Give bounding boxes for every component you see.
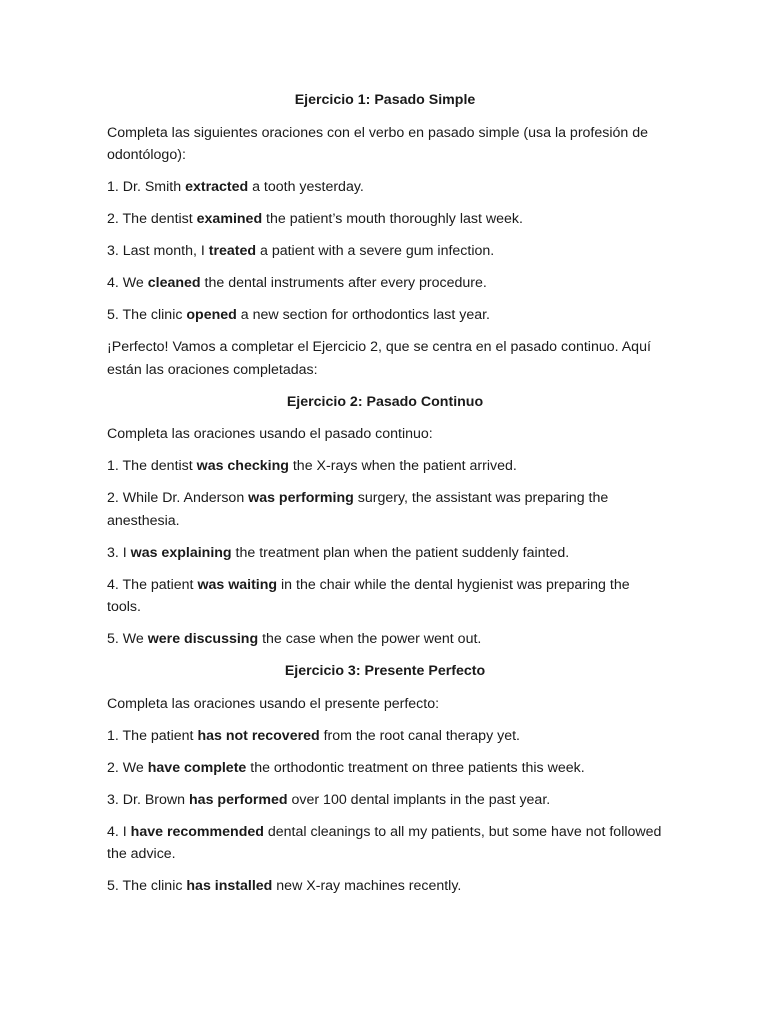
item-text: 5. The clinic	[107, 307, 187, 323]
exercise-3-instruction: Completa las oraciones usando el presente perfecto:	[107, 695, 440, 712]
item-text: 5. We	[107, 631, 148, 647]
exercise-1-item	[107, 304, 663, 327]
exercise-1-title: Ejercicio 1: Pasado Simple	[294, 92, 476, 108]
exercise-3-item	[107, 757, 663, 780]
item-text: the case when the power went out.	[258, 631, 482, 647]
item-text: 5. The clinic	[107, 878, 187, 894]
item-text: 1. The dentist	[107, 458, 197, 474]
item-text: 2. While Dr. Anderson	[107, 490, 249, 506]
item-text: the X-rays when the patient arrived.	[288, 458, 517, 474]
exercise-2-title: Ejercicio 2: Pasado Continuo	[286, 393, 484, 410]
item-text: dental cleanings to all my patients, but some have not followed the advice.	[107, 823, 662, 862]
exercise-3-item	[107, 821, 663, 866]
exercise-1-instruction: Completa las siguientes oraciones con el verbo en pasado simple (usa la profesión de odontólogo):	[107, 124, 649, 163]
item-text: 3. Last month, I	[107, 243, 209, 259]
exercise-2-item	[107, 628, 663, 651]
item-text: surgery, the assistant was preparing the anesthesia.	[107, 490, 609, 529]
exercise-1-item	[107, 208, 663, 231]
item-text: a tooth yesterday.	[248, 179, 364, 195]
item-answer: have recommended	[130, 823, 264, 840]
item-answer: opened	[186, 307, 237, 323]
item-text: 4. The patient	[107, 576, 198, 593]
item-text: a new section for orthodontics last year.	[236, 307, 490, 323]
exercise-2-item	[107, 487, 663, 532]
item-text: 4. I	[107, 823, 131, 840]
transition-paragraph: ¡Perfecto! Vamos a completar el Ejercicio 2, que se centra en el pasado continuo. Aquí están las oraciones completadas:	[107, 339, 651, 378]
item-answer: has installed	[186, 878, 273, 894]
item-text: 3. Dr. Brown	[107, 791, 190, 808]
item-text: new X-ray machines recently.	[272, 878, 462, 894]
exercise-1-item	[107, 272, 663, 295]
item-answer: was waiting	[197, 576, 278, 593]
item-text: over 100 dental implants in the past year.	[287, 791, 551, 808]
item-text: a patient with a severe gum infection.	[256, 243, 495, 259]
item-text: the orthodontic treatment on three patients this week.	[246, 759, 585, 776]
item-text: the dental instruments after every procedure.	[200, 275, 487, 291]
item-answer: have complete	[147, 759, 247, 776]
exercise-3-item	[107, 875, 663, 898]
exercise-3-item	[107, 725, 663, 748]
exercise-2-item	[107, 542, 663, 565]
item-answer: was checking	[196, 458, 289, 474]
exercise-3-item	[107, 789, 663, 812]
item-text: in the chair while the dental hygienist was preparing the tools.	[107, 576, 630, 615]
item-text: 3. I	[107, 544, 131, 561]
item-text: 2. The dentist	[107, 211, 197, 227]
item-text: the patient’s mouth thoroughly last week.	[262, 211, 523, 227]
item-text: from the root canal therapy yet.	[319, 727, 520, 744]
exercise-1-item	[107, 240, 663, 263]
item-answer: were discussing	[147, 631, 259, 647]
item-answer: examined	[196, 211, 263, 227]
item-answer: extracted	[185, 179, 249, 195]
exercise-2-instruction: Completa las oraciones usando el pasado continuo:	[107, 426, 433, 442]
document-page	[107, 89, 663, 907]
exercise-2-item	[107, 455, 663, 478]
item-answer: cleaned	[147, 275, 201, 291]
item-answer: was performing	[248, 490, 354, 506]
exercise-3-title: Ejercicio 3: Presente Perfecto	[284, 663, 486, 679]
item-answer: has performed	[189, 791, 288, 808]
item-answer: was explaining	[130, 544, 232, 561]
item-answer: treated	[208, 243, 257, 259]
item-text: 4. We	[107, 275, 148, 291]
item-text: 1. Dr. Smith	[107, 179, 186, 195]
exercise-1-item	[107, 176, 663, 199]
item-answer: has not recovered	[197, 727, 320, 744]
exercise-2-item	[107, 574, 663, 619]
item-text: 2. We	[107, 759, 148, 776]
item-text: the treatment plan when the patient suddenly fainted.	[231, 544, 570, 561]
item-text: 1. The patient	[107, 727, 198, 744]
